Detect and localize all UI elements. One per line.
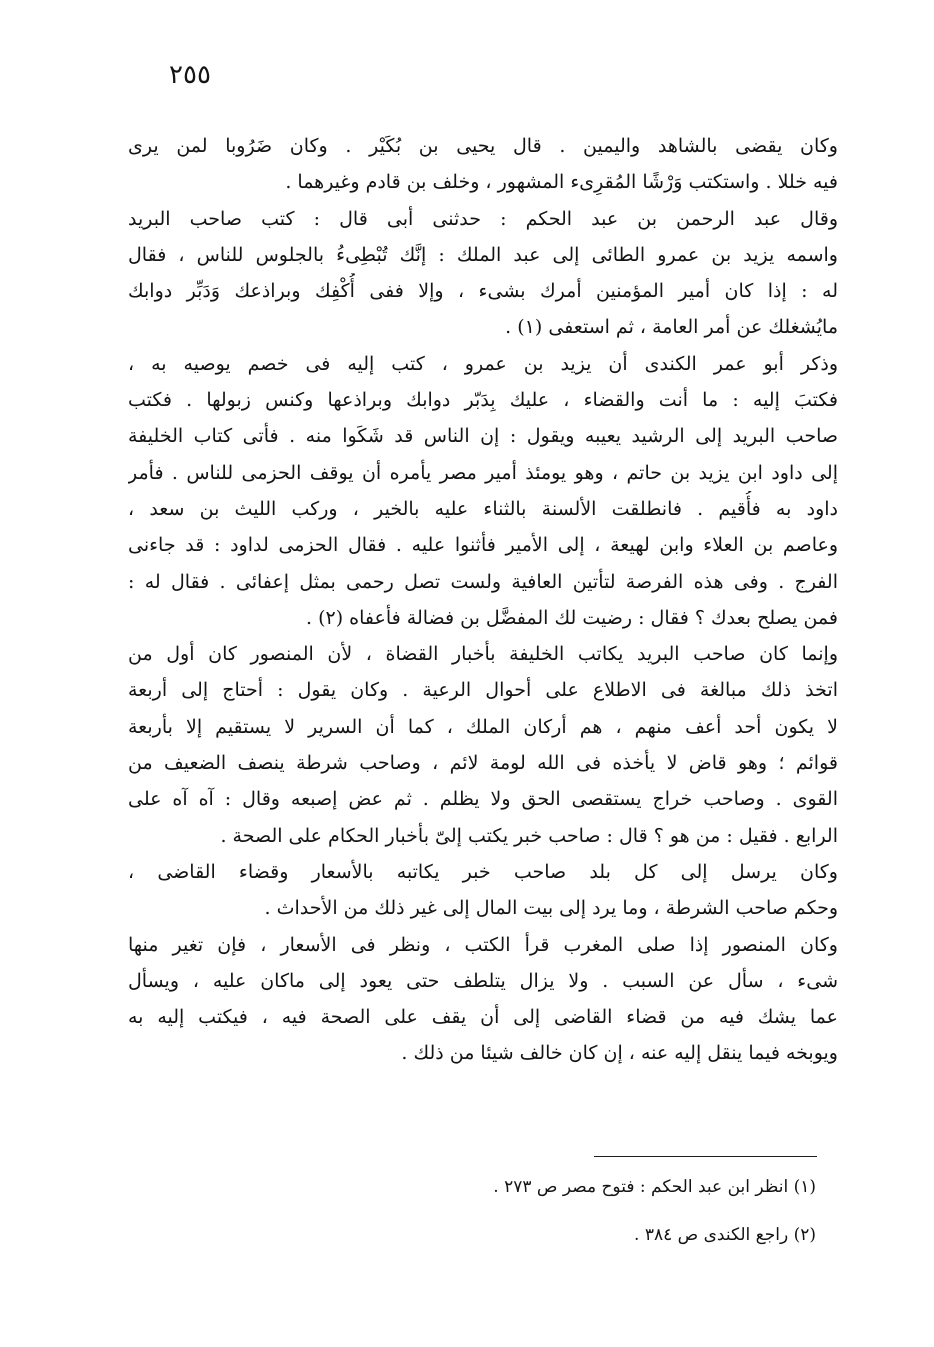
page-number: ٢٥٥ xyxy=(169,60,211,90)
text-line: قوائم ؛ وهو قاض لا يأخذه فى الله لومة لائم ، وصاحب شرطة ينصف الضعيف من xyxy=(128,752,838,775)
text-line: صاحب البريد إلى الرشيد يعيبه ويقول : إن الناس قد شَكَوا منه . فأتى كتاب الخليفة xyxy=(128,425,838,448)
text-line: داود به فأُقيم . فانطلقت الألسنة بالثناء عليه بالخير ، وركب الليث بن سعد ، xyxy=(128,497,838,520)
text-line: فيه خللا . واستكتب وَرْشًا المُقرِىء المشهور ، وخلف بن قادم وغيرهما . xyxy=(285,171,838,194)
text-line: وعاصم بن العلاء وابن لهيعة ، إلى الأمير فأثنوا عليه . فقال الحزمى لداود : قد جاءنى xyxy=(128,534,838,557)
text-line: وكان يقضى بالشاهد واليمين . قال يحيى بن بُكَيْر . وكان ضَرُوبا لمن يرى xyxy=(128,135,838,157)
text-line: وحكم صاحب الشرطة ، وما يرد إلى بيت المال إلى غير ذلك من الأحداث . xyxy=(264,897,838,920)
text-line: وقال عبد الرحمن بن عبد الحكم : حدثنى أبى قال : كتب صاحب البريد xyxy=(128,207,838,230)
text-line: وذكر أبو عمر الكندى أن يزيد بن عمرو ، كتب إليه فى خصم يوصيه به ، xyxy=(128,352,838,375)
text-line: فمن يصلح بعدك ؟ فقال : رضيت لك المفضَّل بن فضالة فأعفاه (٢) . xyxy=(306,606,838,629)
text-line: مايُشغلك عن أمر العامة ، ثم استعفى (١) . xyxy=(505,316,838,339)
footnote-1: (١) انظر ابن عبد الحكم : فتوح مصر ص ٢٧٣ . xyxy=(493,1177,816,1197)
text-line: واسمه يزيد بن عمرو الطائى إلى عبد الملك : إنَّك تُبْطِىءُ بالجلوس للناس ، فقال xyxy=(128,243,838,266)
text-line: الفرج . وفى هذه الفرصة لتأتين العافية ولست تصل رحمى بمثل إعفائى . فقال له : xyxy=(128,570,838,593)
text-line: له : إذا كان أمير المؤمنين أمرك بشىء ، وإلا ففى أُكْفِك وبراذعك وَدَبِّر دوابك xyxy=(128,280,838,303)
text-line: إلى داود ابن يزيد بن حاتم ، وهو يومئذ أمير مصر يأمره أن يوقف الحزمى للناس . فأمر xyxy=(128,461,838,484)
body-text xyxy=(128,128,838,1072)
text-line: اتخذ ذلك مبالغة فى الاطلاع على أحوال الرعية . وكان يقول : أحتاج إلى أربعة xyxy=(128,679,838,702)
text-line: عما يشك فيه من قضاء القاضى إلى أن يقف على الصحة فيه ، فيكتب إليه به xyxy=(128,1006,838,1029)
text-line: شىء ، سأل عن السبب . ولا يزال يتلطف حتى يعود إلى ماكان عليه ، ويسأل xyxy=(128,969,838,992)
footnote-2: (٢) راجع الكندى ص ٣٨٤ . xyxy=(634,1225,816,1245)
text-line: القوى . وصاحب خراج يستقصى الحق ولا يظلم . ثم عض إصبعه وقال : آه آه على xyxy=(128,788,838,811)
footnote-separator xyxy=(594,1156,817,1157)
text-line: الرابع . فقيل : من هو ؟ قال : صاحب خبر يكتب إلىّ بأخبار الحكام على الصحة . xyxy=(220,824,838,847)
text-line: وكان يرسل إلى كل بلد صاحب خبر يكاتبه بالأسعار وقضاء القاضى ، xyxy=(128,860,838,883)
text-line: ويوبخه فيما ينقل إليه عنه ، إن كان خالف شيئا من ذلك . xyxy=(401,1042,838,1065)
text-line: فكتبَ إليه : ما أنت والقضاء ، عليك بِدَبّر دوابك وبراذعها وكنس زبولها . فكتب xyxy=(128,389,838,412)
footnotes xyxy=(300,1163,816,1259)
text-line: وإنما كان صاحب البريد يكاتب الخليفة بأخبار القضاة ، لأن المنصور كان أول من xyxy=(128,643,838,666)
text-line: وكان المنصور إذا صلى المغرب قرأ الكتب ، ونظر فى الأسعار ، فإن تغير منها xyxy=(128,933,838,956)
text-line: لا يكون أحد أعف منهم ، هم أركان الملك ، كما أن السرير لا يستقيم إلا بأربعة xyxy=(128,715,838,738)
